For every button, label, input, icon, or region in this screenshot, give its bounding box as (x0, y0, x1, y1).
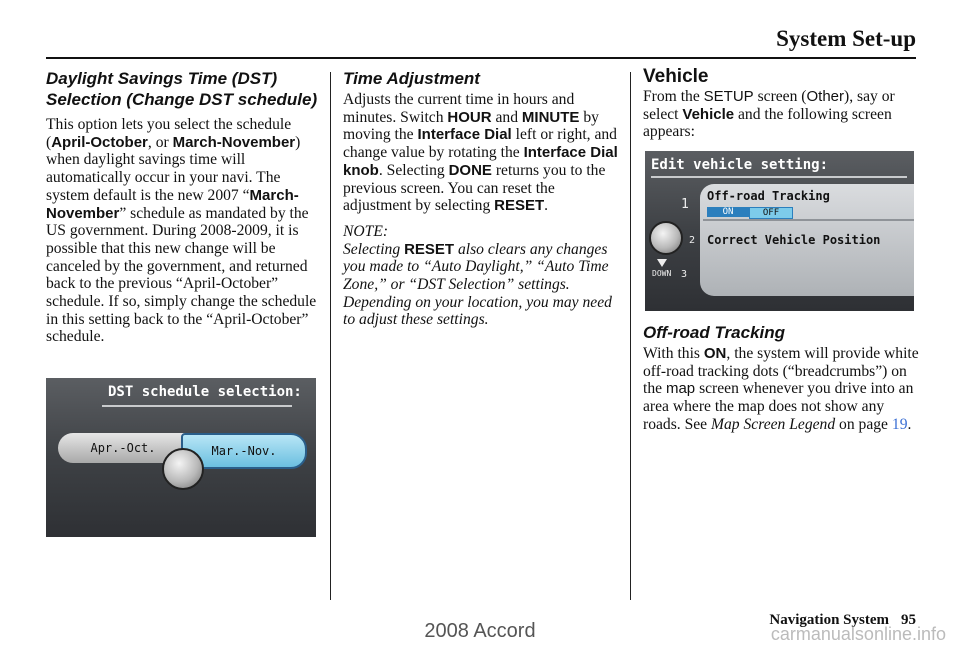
interface-dial-icon (162, 448, 204, 490)
screen-divider (102, 405, 292, 407)
down-arrow-icon (657, 259, 667, 267)
dst-screen-image (46, 378, 316, 537)
apr-oct-option: Apr.-Oct. (58, 433, 188, 463)
page-19-link[interactable]: 19 (891, 415, 908, 433)
map-screen-legend-link: Map Screen Legend (711, 415, 836, 433)
page-header-title: System Set-up (776, 26, 916, 51)
down-label: DOWN (652, 269, 672, 278)
off-toggle: OFF (749, 207, 793, 219)
vehicle-section (643, 66, 919, 141)
correct-vehicle-position-item: Correct Vehicle Position (707, 233, 881, 247)
header-rule (46, 57, 916, 59)
off-road-tracking-body: With this ON, the system will provide white off-road tracking dots (“breadcrumbs”) on the map screen whenever you drive into an area where the map does not show any roads. See Map Screen Legend on page 19. (643, 345, 919, 433)
note-body: Selecting RESET also clears any changes you made to “Auto Daylight,” “Auto Time Zone,” or “DST Selection” settings. Depending on your location, you may need to adjust these settings. (343, 240, 612, 329)
dst-heading: Daylight Savings Time (DST) Selection (Change DST schedule) (46, 69, 318, 109)
on-toggle: ON (707, 207, 749, 217)
screen-divider (651, 176, 907, 178)
footer-nav-label: Navigation System (769, 612, 889, 628)
interface-dial-icon (649, 221, 683, 255)
menu-number-2: 2 (689, 235, 696, 246)
menu-divider (703, 219, 914, 221)
note-label: NOTE: (343, 222, 389, 240)
page-number: 95 (901, 612, 916, 628)
dst-screen-title: DST schedule selection: (108, 384, 302, 400)
off-road-tracking-section (643, 322, 919, 434)
off-road-tracking-heading: Off-road Tracking (643, 323, 786, 342)
column-divider (630, 72, 631, 600)
site-watermark: carmanualsonline.info (770, 624, 946, 644)
time-adjustment-section (343, 66, 619, 329)
vehicle-body: From the SETUP screen (Other), say or select Vehicle and the following screen appears: (643, 88, 895, 141)
vehicle-screen-image (645, 151, 914, 311)
time-adjustment-body: Adjusts the current time in hours and minutes. Switch HOUR and MINUTE by moving the Interface Dial left or right, and change value by rotating the Interface Dial knob. Selecting DONE returns you to the previous screen. You can reset the adjustment by selecting RESET. (343, 91, 618, 215)
menu-number-3: 3 (681, 269, 688, 280)
model-watermark: 2008 Accord (424, 620, 536, 642)
dst-body: This option lets you select the schedule (April-October, or March-November) when daylight savings time will automatically occur in your navi. The system default is the new 2007 “March-November” schedule as mandated by the US government. During 2008-2009, it is possible that this new change will be canceled by the government, and returned back to the previous “April-October” schedule. If so, simply change the schedule in this setting back to the “April-October” schedule. (46, 116, 317, 346)
vehicle-screen-title: Edit vehicle setting: (651, 157, 829, 173)
menu-number-1: 1 (681, 197, 689, 212)
mar-nov-option: Mar.-Nov. (181, 433, 307, 469)
column-divider (330, 72, 331, 600)
time-adjustment-heading: Time Adjustment (343, 69, 480, 88)
vehicle-heading: Vehicle (643, 66, 709, 87)
dst-section (46, 66, 320, 346)
off-road-tracking-item: Off-road Tracking (707, 189, 830, 203)
